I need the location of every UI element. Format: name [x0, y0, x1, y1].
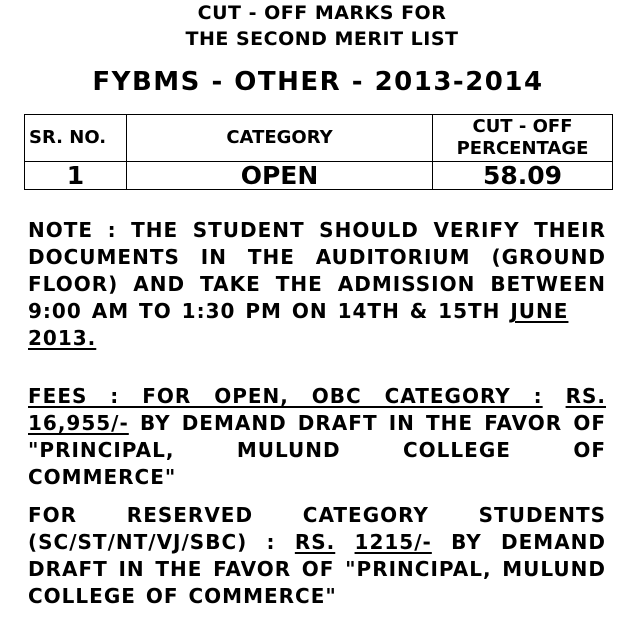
header-cutoff-percentage	[433, 115, 613, 162]
cutoff-table	[24, 114, 613, 190]
note-text: NOTE : THE STUDENT SHOULD VERIFY THEIR DOCUMENTS IN THE AUDITORIUM (GROUND FLOOR) AND TAKE THE ADMISSION BETWEEN 9:00 AM TO 1:30 PM ON 14TH & 15TH	[28, 218, 606, 323]
header-cutoff-line2: PERCENTAGE	[456, 138, 589, 159]
heading-line-1: CUT - OFF MARKS FOR	[197, 2, 447, 24]
note-paragraph	[28, 217, 606, 352]
page-subtitle: FYBMS - OTHER - 2013-2014	[92, 67, 544, 97]
cell-sr-no: 1	[25, 162, 127, 190]
note-date-month: JUNE	[510, 299, 569, 323]
reserved-text-after: BY DEMAND DRAFT IN THE FAVOR OF "PRINCIPAL, MULUND COLLEGE OF COMMERCE"	[28, 530, 607, 608]
header-cutoff-line1: CUT - OFF	[472, 116, 573, 137]
reserved-text-before: FOR RESERVED CATEGORY STUDENTS (SC/ST/NT/VJ/SBC) :	[28, 503, 606, 554]
table-row	[25, 162, 613, 190]
reserved-amount: 1215/-	[354, 530, 432, 554]
reserved-paragraph	[28, 502, 606, 610]
fees-label: FEES : FOR OPEN, OBC CATEGORY :	[28, 384, 543, 408]
fees-paragraph	[28, 383, 606, 491]
note-date-year: 2013.	[28, 326, 97, 350]
fees-text: BY DEMAND DRAFT IN THE FAVOR OF "PRINCIPAL, MULUND COLLEGE OF COMMERCE"	[28, 411, 606, 489]
header-category: CATEGORY	[127, 115, 433, 162]
header-sr-no: SR. NO.	[25, 115, 127, 162]
cell-percentage: 58.09	[433, 162, 613, 190]
cell-category: OPEN	[127, 162, 433, 190]
reserved-rs: RS.	[294, 530, 336, 554]
fees-amount: RS. 16,955/-	[28, 384, 606, 435]
table-header-row	[25, 115, 613, 162]
heading-line-2: THE SECOND MERIT LIST	[185, 28, 459, 50]
